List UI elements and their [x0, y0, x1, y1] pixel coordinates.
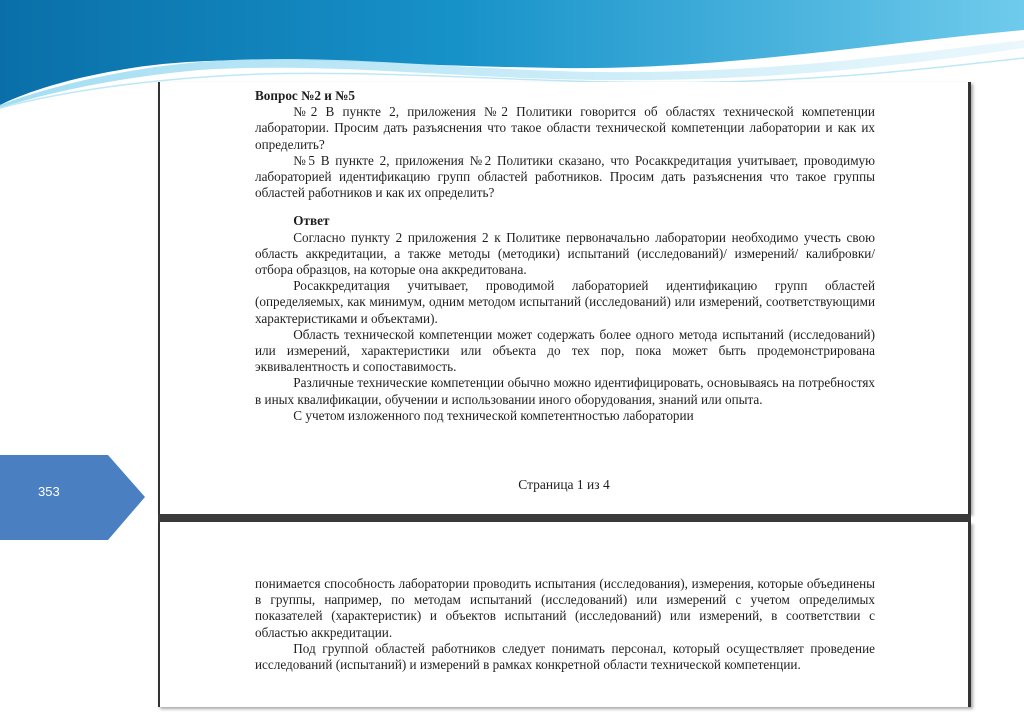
document-page-1	[158, 82, 971, 514]
document-page-2	[158, 522, 971, 707]
answer-paragraph: Область технической компетенции может содержать более одного метода испытаний (исследований) или измерений, характеристики или объекта до тех пор, пока может быть продемонстрирована эквивалентность и сопоставимость.	[255, 326, 875, 375]
answer-heading: Ответ	[293, 213, 330, 229]
page2-text	[255, 576, 875, 673]
page-footer: Страница 1 из 4	[518, 477, 610, 492]
question-paragraph: №2 В пункте 2, приложения №2 Политики говорится об областях технической компетенции лаборатории. Просим дать разъяснения что такое области технической компетенции лаборатории и как их определить?	[255, 104, 875, 152]
slide-number: 353	[38, 484, 60, 499]
page2-paragraph: Под группой областей работников следует понимать персонал, который осуществляет проведение исследований (испытаний) и измерений в рамках конкретной области технической компетенции.	[255, 640, 875, 673]
answer-paragraph: Согласно пункту 2 приложения 2 к Политике первоначально лаборатории необходимо учесть свою область аккредитации, а также методы (методики) испытаний (исследований)/ измерений/ калибровки/ отбора образцов, на которые она аккредитована.	[255, 229, 875, 278]
answer-paragraph: С учетом изложенного под технической компетентностью лаборатории	[293, 407, 694, 423]
question-paragraph: №5 В пункте 2, приложения №2 Политики сказано, что Росаккредитация учитывает, проводимую лабораторией идентификацию групп областей работников. Просим дать разъяснения что такое группы областей работников и как их определить?	[255, 152, 875, 201]
question-heading: Вопрос №2 и №5	[255, 88, 355, 103]
page2-paragraph: понимается способность лаборатории проводить испытания (исследования), измерения, которые объединены в группы, например, по методам испытаний (исследований) или измерений с учетом определимых показателей (характеристик) и объектов испытаний (исследований) или измерений, в соответствии с областью аккредитации.	[255, 576, 875, 640]
page1-text	[255, 88, 875, 424]
page-separator	[158, 514, 971, 522]
answer-paragraph: Различные технические компетенции обычно можно идентифицировать, основываясь на потребностях в иных квалификации, обучении и использовании иного оборудования, знаний или опыта.	[255, 375, 875, 407]
answer-paragraph: Росаккредитация учитывает, проводимой лабораторией идентификацию групп областей (определяемых, как минимум, одним методом испытаний (исследований) или измерений, соответствующими характеристиками и объектами).	[255, 278, 875, 326]
